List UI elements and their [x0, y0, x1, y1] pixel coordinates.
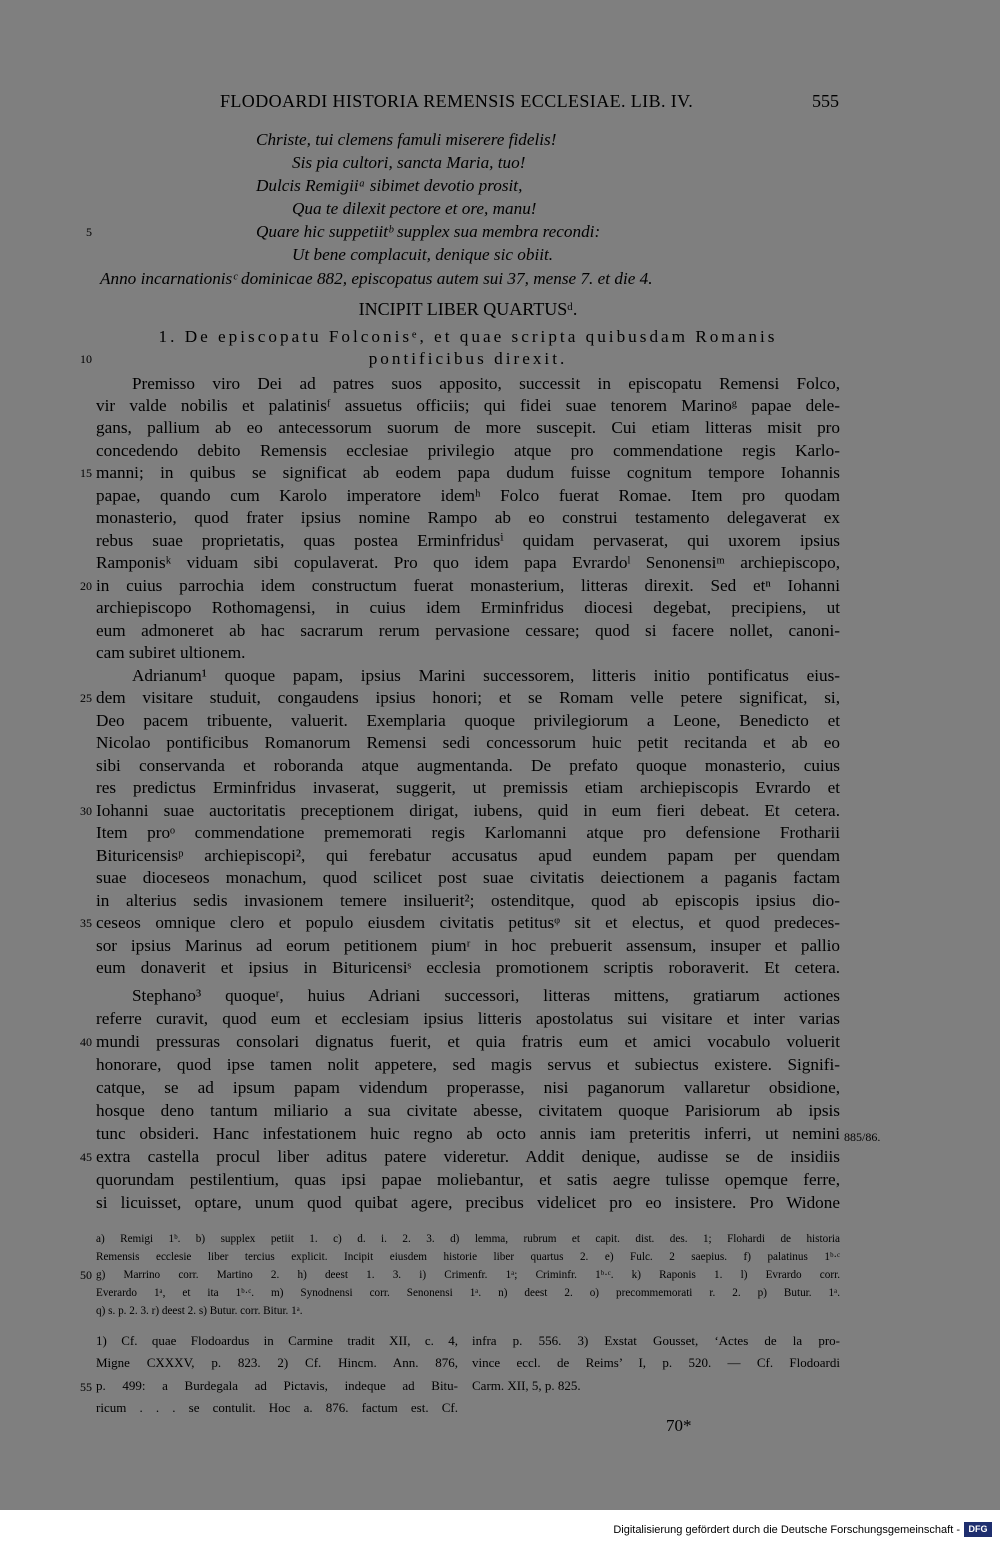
- footnote-line: a) Remigi 1ᵇ. b) supplex petiit 1. c) d. i. 2. 3. d) lemma, rubrum et capit. dist. des. 1; Flohardi de historia: [96, 1233, 840, 1245]
- body-line: Premisso viro Dei ad patres suos apposito, successit in episcopatu Remensi Folco,: [132, 374, 840, 393]
- body-line: ceseos omnique clero et populo eiusdem civitatis petitusᵠ sit et electus, et quod predeces-: [96, 913, 840, 932]
- page-header: [0, 88, 1000, 118]
- signature-mark: 70*: [666, 1416, 692, 1435]
- body-line: gans, pallium ab eo antecessorum suorum de more suscepit. Cui etiam litteras misit pro: [96, 418, 840, 437]
- funding-credit: Digitalisierung gefördert durch die Deutsche Forschungsgemeinschaft -: [613, 1524, 960, 1536]
- line-number: 20: [80, 579, 92, 593]
- body-line: dem visitare studuit, congaudens ipsius honori; et se Romam velle petere significat, si,: [96, 688, 840, 707]
- note-right-line: Carm. XII, 5, p. 825.: [472, 1378, 581, 1393]
- body-line: eum donaverit et ipsius in Bituricensiˢ ecclesia promotionem scriptis roboraverit. Et cetera.: [96, 958, 840, 977]
- body-line: vir valde nobilis et palatinisᶠ assuetus officiis; qui fidei suae tenorem Marinoᵍ papae dele-: [96, 396, 840, 415]
- poem-line: Qua te dilexit pectore et ore, manu!: [292, 199, 537, 218]
- chapter-heading: 1. De episcopatu Folconisᵉ, et quae scripta quibusdam Romanis: [158, 327, 778, 346]
- page-number: 555: [812, 91, 839, 111]
- body-line: extra castella procul liber aditus patere videretur. Addit denique, audisse se de insidiis: [96, 1147, 840, 1166]
- dating-line: Anno incarnationisᶜ dominicae 882, episcopatus autem sui 37, mense 7. et die 4.: [100, 269, 653, 288]
- line-number: 30: [80, 804, 92, 818]
- footnote-line: q) s. p. 2. 3. r) deest 2. s) Butur. corr. Bitur. 1ᵃ.: [96, 1305, 303, 1317]
- body-line: suae dioceseos monachum, quod scilicet post suae civitatis deiectionem a paganis factam: [96, 868, 840, 887]
- body-line: manni; in quibus se significat ab eodem papa dudum fuisse cognitum tempore Iohannis: [96, 463, 840, 482]
- note-left-line: p. 499: a Burdegala ad Pictavis, indeque ad Bitu-: [96, 1378, 458, 1393]
- body-line: res predictus Erminfridus invaserat, suggerit, ut premissis etiam archiepiscopis Evrardo et: [96, 778, 840, 797]
- chapter-heading: pontificibus direxit.: [368, 349, 568, 368]
- body-line: concedendo debito Remensis ecclesiae privilegio atque pro commendatione regis Karlo-: [96, 441, 840, 460]
- body-line: Iohanni suae auctoritatis preceptionem dirigat, iubens, quid in eum fieri debeat. Et cetera.: [96, 801, 840, 820]
- footnote-line: g) Marrino corr. Martino 2. h) deest 1. 3. i) Crimenfr. 1ᵃ; Criminfr. 1ᵇ·ᶜ. k) Raponis 1. l) Evrardo corr.: [96, 1269, 840, 1281]
- running-head: FLODOARDI HISTORIA REMENSIS ECCLESIAE. LIB. IV.: [220, 91, 694, 111]
- body-line: si licuisset, optare, unum quod quibat agere, precibus videlicet pro eo insistere. Pro Widone: [96, 1193, 840, 1212]
- body-line: in alterius sedis invasionem temere insiluerit²; ostenditque, quod ab episcopis ipsius dio-: [96, 891, 840, 910]
- footnote-line: Remensis ecclesie liber tercius explicit. Incipit eiusdem historie liber quartus 2. e) Fulc. 2 saepius. f) palatinus 1ᵇ·ᶜ: [96, 1251, 840, 1263]
- body-line: Deo pacem tribuente, valuerit. Exemplaria quoque privilegiorum a Leone, Benedicto et: [96, 711, 840, 730]
- body-line: sibi conservanda et roboranda atque augmentanda. De prefato quoque monasterio, cuius: [96, 756, 840, 775]
- page-footer: [0, 1510, 1000, 1543]
- note-left-line: 1) Cf. quae Flodoardus in Carmine tradit XII, c. 4,: [96, 1333, 458, 1348]
- line-number: 50: [80, 1268, 92, 1282]
- body-line: Item proᵒ commendatione prememorati regis Karlomanni atque pro defensione Frotharii: [96, 823, 840, 842]
- line-number: 10: [80, 352, 92, 366]
- footnote-line: Everardo 1ᵃ, et ita 1ᵇ·ᶜ. m) Synodnensi corr. Senonensi 1ᵃ. n) deest 2. o) precommemorati r. 2. p) Butur. 1ᵃ.: [96, 1287, 840, 1299]
- note-right-line: infra p. 556. 3) Exstat Gousset, ‘Actes de la pro-: [472, 1333, 840, 1348]
- line-number: 5: [86, 225, 92, 239]
- line-number: 40: [80, 1035, 92, 1049]
- poem-line: Christe, tui clemens famuli miserere fidelis!: [256, 130, 557, 149]
- line-number: 55: [80, 1380, 92, 1394]
- line-number: 45: [80, 1150, 92, 1164]
- body-line: quorundam pestilentium, quas ipsi papae moliebantur, et satis aegre tulisse opemque ferre,: [96, 1170, 840, 1189]
- note-left-line: ricum . . . se contulit. Hoc a. 876. factum est. Cf.: [96, 1400, 458, 1415]
- body-line: referre curavit, quod eum et ecclesiam ipsius litteris apostolatus sui visitare et inter varias: [96, 1009, 840, 1028]
- body-line: Nicolao pontificibus Romanorum Remensi sedi concessorum huic petit recitanda et ab eo: [96, 733, 840, 752]
- body-line: archiepiscopo Rothomagensi, in cuius idem Erminfridus diocesi degebat, precipiens, ut: [96, 598, 840, 617]
- note-right-line: vince eccl. de Reims’ I, p. 520. — Cf. Flodoardi: [472, 1355, 840, 1370]
- body-line: papae, quando cum Karolo imperatore idemʰ Folco fuerat Romae. Item pro quodam: [96, 486, 840, 505]
- body-line: catque, se ad ipsum papam videndum properasse, nisi paganorum vallaretur obsidione,: [96, 1078, 840, 1097]
- note-left-line: Migne CXXXV, p. 823. 2) Cf. Hincm. Ann. 876,: [96, 1355, 458, 1370]
- body-line: tunc obsideri. Hanc infestationem huic regno ab octo annis iam preteritis inferri, ut nemini: [96, 1124, 840, 1143]
- body-line: cam subiret ultionem.: [96, 643, 246, 662]
- poem-line: Sis pia cultori, sancta Maria, tuo!: [292, 153, 526, 172]
- line-number: 25: [80, 691, 92, 705]
- body-line: mundi pressuras consolari dignatus fuerit, et quia fratris eum et amici vocabulo voluerit: [96, 1032, 840, 1051]
- poem-line: Dulcis Remigiiᵃ sibimet devotio prosit,: [256, 176, 523, 195]
- body-line: eum admoneret ab hac sacrarum rerum pervasione cessare; quod si facere nollet, canoni-: [96, 621, 840, 640]
- body-line: in cuius parrochia idem constructum fuerat monasterium, litteras direxit. Sed etⁿ Iohanni: [96, 576, 840, 595]
- body-line: hosque deno tantum miliario a sua civitate abesse, civitatem quoque Parisiorum ab ipsis: [96, 1101, 840, 1120]
- dfg-logo: DFG: [964, 1522, 992, 1537]
- line-number: 15: [80, 466, 92, 480]
- poem-line: Ut bene complacuit, denique sic obiit.: [292, 245, 554, 264]
- line-number: 35: [80, 916, 92, 930]
- body-line: Adrianum¹ quoque papam, ipsius Marini successorem, litteris initio pontificatus eius-: [132, 666, 840, 685]
- book-title: INCIPIT LIBER QUARTUSᵈ.: [358, 299, 578, 319]
- body-line: Stephano³ quoqueʳ, huius Adriani successori, litteras mittens, gratiarum actiones: [132, 986, 840, 1005]
- body-line: rebus suae proprietatis, quas postea Erminfridusⁱ quidam pervaserat, qui uxorem ipsius: [96, 531, 840, 550]
- body-line: Ramponisᵏ viduam sibi copulaverat. Pro quo idem papa Evrardoˡ Senonensiᵐ archiepiscopo,: [96, 553, 840, 572]
- poem-line: Quare hic suppetiitᵇ supplex sua membra recondi:: [256, 222, 601, 241]
- body-line: sor ipsius Marinus ad eorum petitionem piumʳ in hoc prebuerit assensum, insuper et pallio: [96, 936, 840, 955]
- body-line: honorare, quod ipse tamen nolit appetere, sed magis servus et subiectus existere. Signifi-: [96, 1055, 840, 1074]
- body-line: monasterio, quod frater ipsius nomine Rampo ab eo construi testamento delegaverat ex: [96, 508, 840, 527]
- body-line: Bituricensisᵖ archiepiscopi², qui ferebatur accusatus apud eundem papam per quendam: [96, 846, 840, 865]
- margin-date: 885/86.: [844, 1130, 881, 1144]
